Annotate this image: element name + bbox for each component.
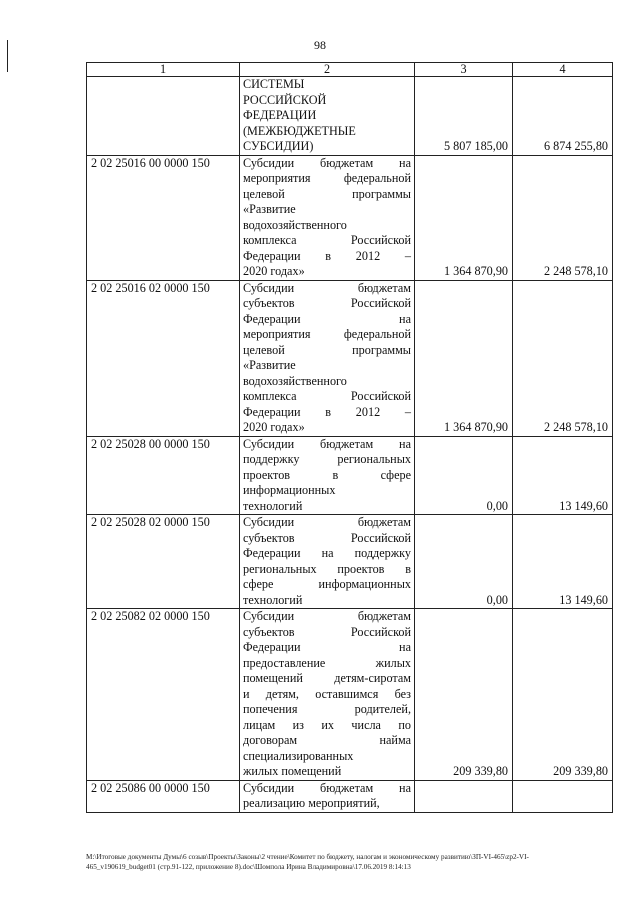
revenue-name-line: Федерации в 2012 – [243, 248, 411, 263]
column-header-2: 2 [240, 63, 415, 77]
revenue-name-cell [240, 77, 415, 156]
revenue-name-line: субъектов Российской [243, 530, 411, 545]
header-row [87, 63, 613, 77]
revenue-name-line: поддержку региональных [243, 452, 411, 466]
revenue-name-line: Субсидии бюджетам [243, 515, 411, 529]
revenue-name-line: и детям, оставшимся без [243, 686, 411, 701]
amount-2020-cell: 2 248 578,10 [513, 280, 613, 436]
amount-2019-cell [415, 780, 513, 812]
table-row [87, 609, 613, 781]
revenue-name-line: «Развитие [243, 358, 296, 372]
page-number: 98 [314, 38, 326, 52]
revenue-name-line: (МЕЖБЮДЖЕТНЫЕ [243, 123, 356, 138]
footer-path-line-2: 465_v190619_budget01 (стр.91-122, приложение 8).doc\Шомпола Ирина Владимировна\17.06.2019 8:14:13 [86, 862, 411, 871]
revenue-name-line: лицам из их числа по [243, 717, 411, 732]
revenue-name-line: специализированных [243, 748, 354, 763]
revenue-name-line: Субсидии бюджетам на [243, 780, 411, 795]
revenue-name-line: Федерации на [243, 311, 411, 326]
revenue-name-line: региональных проектов в [243, 561, 411, 576]
revenue-name-line: помещений детям-сиротам [243, 671, 411, 685]
revenue-name-line: водохозяйственного [243, 217, 347, 232]
table-row [87, 780, 613, 812]
amount-2020-cell: 13 149,60 [513, 515, 613, 609]
revenue-name-line: договорам найма [243, 733, 411, 747]
revenue-name-line: Федерации на поддержку [243, 546, 411, 560]
revenue-name-cell [240, 280, 415, 436]
revenue-name-line: РОССИЙСКОЙ [243, 92, 327, 107]
revenue-name-line: ФЕДЕРАЦИИ [243, 108, 317, 122]
revenue-name-line: субъектов Российской [243, 624, 411, 639]
revenue-name-line: предоставление жилых [243, 655, 411, 670]
revenue-name-cell [240, 155, 415, 280]
revenue-name-line: СИСТЕМЫ [243, 77, 305, 91]
revenue-name-line: технологий [243, 592, 303, 607]
revenue-code-cell: 2 02 25016 02 0000 150 [87, 280, 240, 436]
revenue-name-line: СУБСИДИИ) [243, 139, 314, 153]
amount-2020-cell: 209 339,80 [513, 609, 613, 781]
column-header-4: 4 [513, 63, 613, 77]
revenue-name-line: 2020 годах» [243, 264, 305, 278]
amount-2019-cell: 0,00 [415, 515, 513, 609]
amount-2019-cell: 0,00 [415, 436, 513, 515]
revenue-name-line: «Развитие [243, 202, 296, 216]
amount-2020-cell: 6 874 255,80 [513, 77, 613, 156]
column-header-3: 3 [415, 63, 513, 77]
table-row [87, 515, 613, 609]
revenue-name-line: технологий [243, 498, 303, 513]
revenue-name-line: проектов в сфере [243, 467, 411, 482]
revenue-name-line: мероприятия федеральной [243, 327, 411, 341]
revenue-name-line: сфере информационных [243, 577, 411, 591]
revenue-name-cell [240, 609, 415, 781]
revenue-name-line: Федерации в 2012 – [243, 404, 411, 419]
revenue-name-line: комплекса Российской [243, 233, 411, 247]
amount-2020-cell [513, 780, 613, 812]
amount-2019-cell: 1 364 870,90 [415, 155, 513, 280]
revenue-name-line: Субсидии бюджетам на [243, 155, 411, 170]
revenue-name-line: субъектов Российской [243, 296, 411, 310]
budget-table [86, 62, 613, 813]
revenue-name-line: Субсидии бюджетам [243, 280, 411, 295]
revenue-name-line: водохозяйственного [243, 373, 347, 388]
revenue-code-cell: 2 02 25028 02 0000 150 [87, 515, 240, 609]
column-header-1: 1 [87, 63, 240, 77]
table-row [87, 77, 613, 156]
revenue-name-line: комплекса Российской [243, 389, 411, 403]
amount-2019-cell: 209 339,80 [415, 609, 513, 781]
revenue-name-line: Субсидии бюджетам на [243, 436, 411, 451]
table-row [87, 280, 613, 436]
revenue-name-line: попечения родителей, [243, 702, 411, 716]
amount-2020-cell: 13 149,60 [513, 436, 613, 515]
revenue-code-cell: 2 02 25082 02 0000 150 [87, 609, 240, 781]
revenue-code-cell [87, 77, 240, 156]
revenue-name-line: жилых помещений [243, 764, 342, 778]
revenue-name-line: 2020 годах» [243, 420, 305, 434]
revenue-name-line: целевой программы [243, 342, 411, 357]
revenue-name-line: мероприятия федеральной [243, 171, 411, 185]
revenue-name-line: Федерации на [243, 640, 411, 654]
amount-2019-cell: 5 807 185,00 [415, 77, 513, 156]
footer-path-line-1: M:\Итоговые документы Думы\6 созыв\Проекты\Законы\2 чтение\Комитет по бюджету, налогам и экономическому развитию\ЗП-VI-465\zp2-VI- [86, 853, 529, 861]
revenue-name-cell [240, 436, 415, 515]
amount-2019-cell: 1 364 870,90 [415, 280, 513, 436]
revenue-name-line: целевой программы [243, 186, 411, 201]
revenue-name-cell [240, 780, 415, 812]
amount-2020-cell: 2 248 578,10 [513, 155, 613, 280]
table-row [87, 436, 613, 515]
revenue-name-line: реализацию мероприятий, [243, 796, 380, 810]
revenue-code-cell: 2 02 25086 00 0000 150 [87, 780, 240, 812]
table-row [87, 155, 613, 280]
revenue-name-cell [240, 515, 415, 609]
revenue-code-cell: 2 02 25028 00 0000 150 [87, 436, 240, 515]
revenue-name-line: Субсидии бюджетам [243, 609, 411, 623]
document-footer [86, 853, 614, 872]
revenue-name-line: информационных [243, 483, 336, 497]
revenue-code-cell: 2 02 25016 00 0000 150 [87, 155, 240, 280]
